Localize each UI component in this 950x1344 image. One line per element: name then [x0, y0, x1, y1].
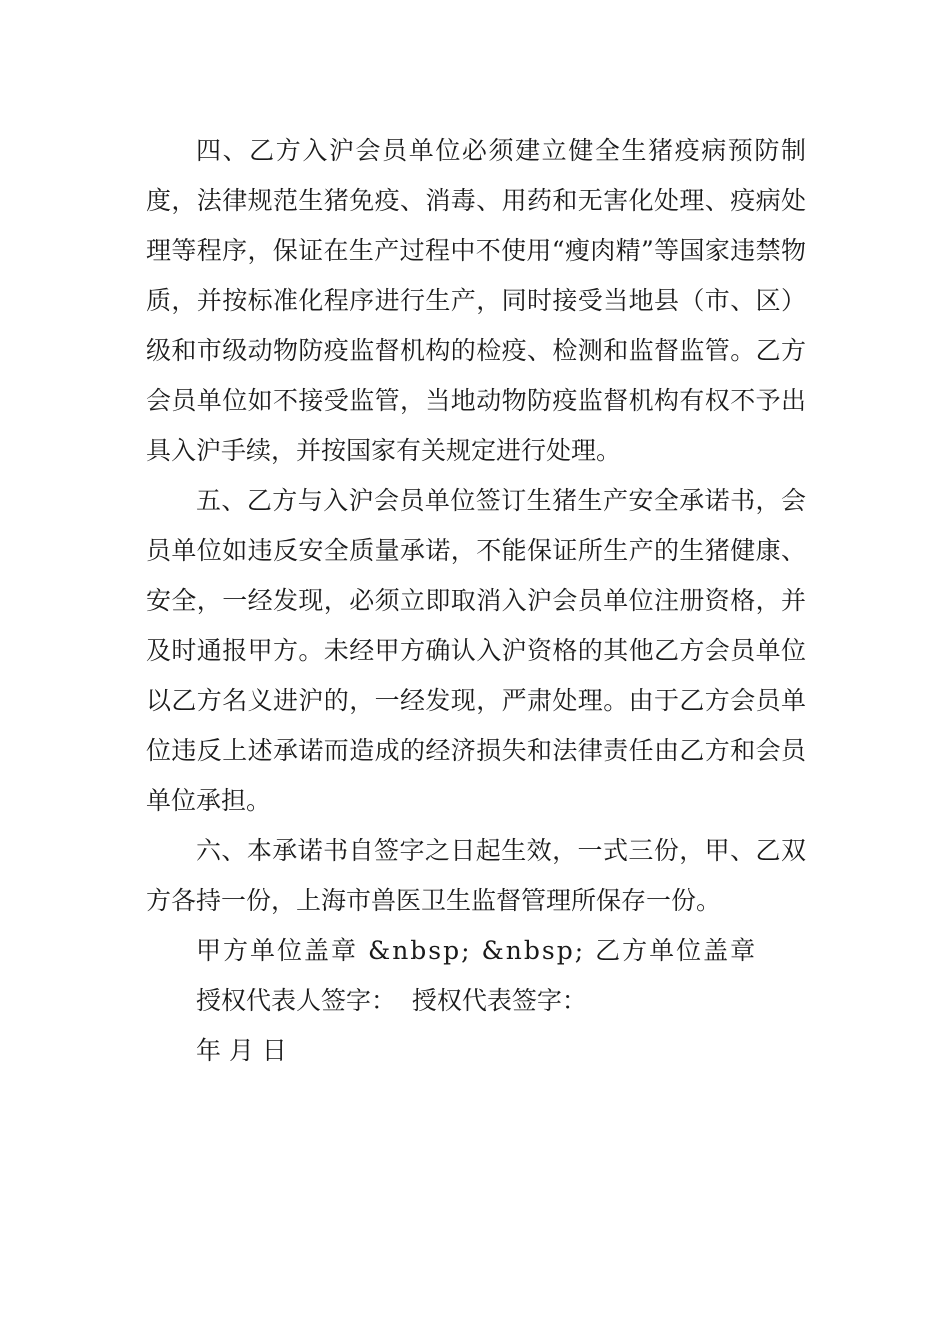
document-page: [146, 126, 806, 1076]
seal-line: 甲方单位盖章 &nbsp; &nbsp; 乙方单位盖章: [196, 936, 758, 965]
paragraph-5: 五、乙方与入沪会员单位签订生猪生产安全承诺书，会员单位如违反安全质量承诺，不能保证所生产的生猪健康、安全，一经发现，必须立即取消入沪会员单位注册资格，并及时通报甲方。未经甲方确认入沪资格的其他乙方会员单位以乙方名义进沪的，一经发现，严肃处理。由于乙方会员单位违反上述承诺而造成的经济损失和法律责任由乙方和会员单位承担。: [146, 486, 806, 815]
date-line: 年 月 日: [196, 1036, 287, 1065]
paragraph-4: 四、乙方入沪会员单位必须建立健全生猪疫病预防制度，法律规范生猪免疫、消毒、用药和无害化处理、疫病处理等程序，保证在生产过程中不使用“瘦肉精”等国家违禁物质，并按标准化程序进行生产，同时接受当地县（市、区）级和市级动物防疫监督机构的检疫、检测和监督监管。乙方会员单位如不接受监管，当地动物防疫监督机构有权不予出具入沪手续，并按国家有关规定进行处理。: [146, 136, 806, 465]
signature-line: 授权代表人签字： 授权代表签字：: [196, 986, 587, 1015]
paragraph-6: 六、本承诺书自签字之日起生效，一式三份，甲、乙双方各持一份，上海市兽医卫生监督管理所保存一份。: [146, 836, 806, 915]
